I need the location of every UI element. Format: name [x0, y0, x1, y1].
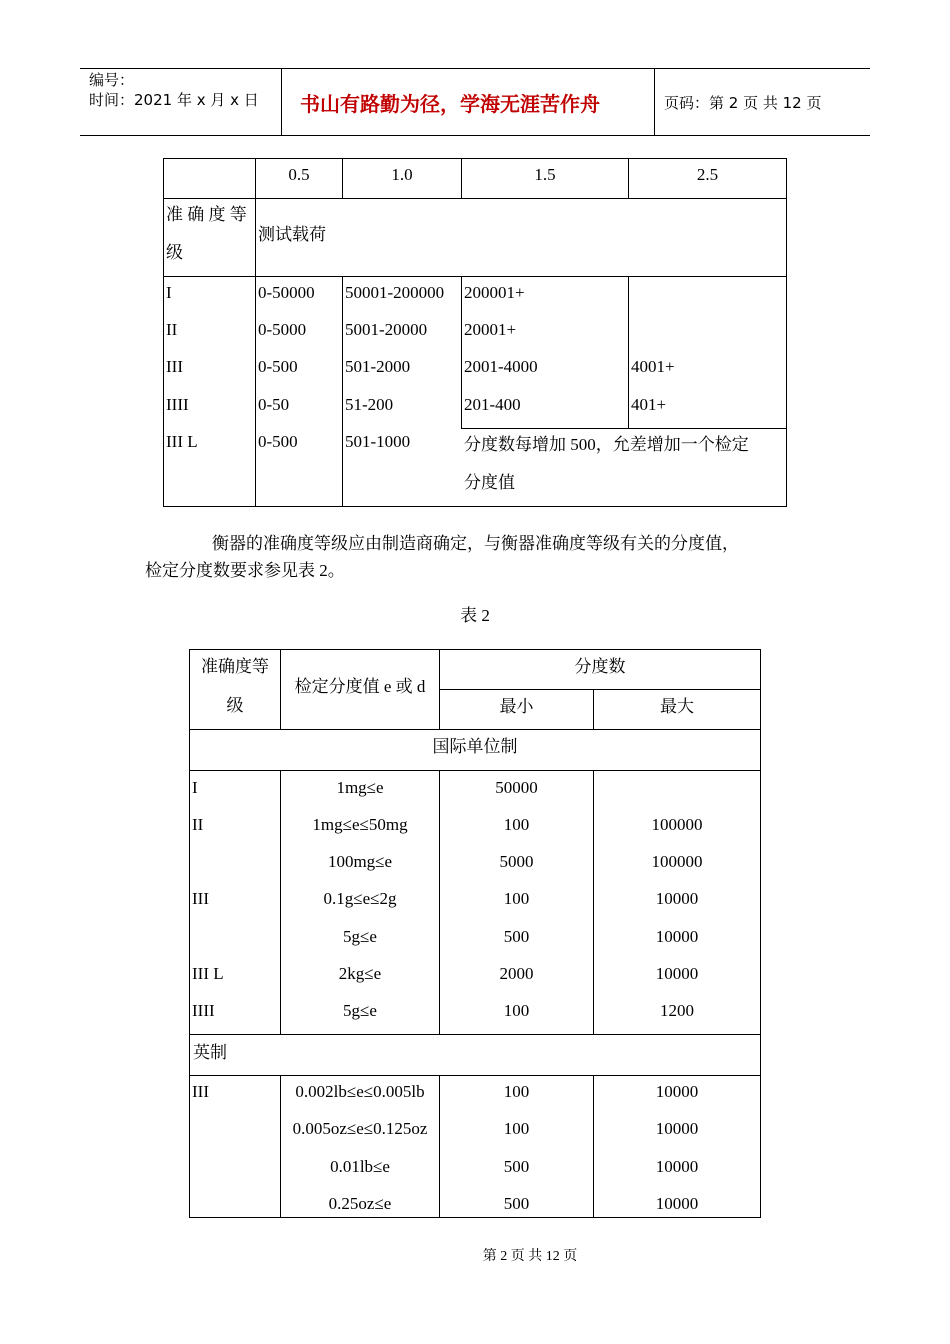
header-top-rule [80, 68, 870, 69]
t2-cell-min: 100 [503, 1082, 530, 1101]
t2-cell-max: 10000 [655, 1157, 699, 1176]
t1-cell: 5001-20000 [345, 320, 428, 339]
t1-rule [786, 158, 787, 507]
t1-header-cell: 1.0 [391, 165, 413, 184]
t2-cell-e: 0.005oz≤e≤0.125oz [292, 1119, 428, 1138]
t2-header-min: 最小 [499, 697, 534, 716]
t2-cell-e: 0.002lb≤e≤0.005lb [295, 1082, 425, 1101]
t1-rule [342, 276, 343, 507]
t2-cell-min: 2000 [499, 964, 534, 983]
t2-cell-min: 500 [503, 927, 530, 946]
t1-rule [255, 158, 256, 507]
t2-cell-min: 5000 [499, 852, 534, 871]
t2-cell-class: III L [192, 964, 224, 983]
t1-rule [163, 158, 787, 159]
t2-cell-e: 5g≤e [343, 1001, 377, 1020]
t2-rule [189, 770, 761, 771]
t1-cell: 20001+ [464, 320, 517, 339]
t2-rule [189, 1075, 761, 1076]
t2-header-max: 最大 [660, 697, 694, 716]
t1-accuracy-label-cont: 级 [166, 243, 183, 262]
t1-cell: 201-400 [464, 395, 521, 414]
t2-cell-max: 1200 [660, 1001, 694, 1020]
header-bottom-rule [80, 135, 870, 136]
t2-cell-e: 0.25oz≤e [328, 1194, 392, 1213]
t2-cell-max: 100000 [651, 815, 703, 834]
header-page-info: 页码：第 2 页 共 12 页 [664, 94, 822, 112]
header-divider-left [281, 68, 282, 136]
t1-test-load-label: 测试载荷 [258, 225, 326, 244]
t2-cell-class: II [192, 815, 204, 834]
header-motto: 书山有路勤为径，学海无涯苦作舟 [300, 92, 600, 116]
t2-imperial-label: 英制 [193, 1043, 227, 1062]
t2-cell-class: I [192, 778, 198, 797]
t2-cell-max: 10000 [655, 927, 699, 946]
t1-rule [163, 198, 787, 199]
t1-header-cell: 2.5 [696, 165, 719, 184]
t1-rule [163, 506, 787, 507]
t2-cell-max: 10000 [655, 1119, 699, 1138]
t2-rule [189, 649, 190, 1218]
t2-cell-e: 100mg≤e [327, 852, 393, 871]
t1-cell: 4001+ [631, 357, 675, 376]
t2-rule [189, 729, 761, 730]
t2-header-divisions: 分度数 [574, 657, 626, 676]
t1-cell: 50001-200000 [345, 283, 445, 302]
t2-cell-min: 100 [503, 815, 530, 834]
t1-class: III L [166, 432, 198, 451]
t1-cell: 0-5000 [258, 320, 307, 339]
t2-rule [439, 689, 761, 690]
t2-cell-e: 2kg≤e [338, 964, 382, 983]
t1-cell: 0-50000 [258, 283, 315, 302]
t2-cell-max: 100000 [651, 852, 703, 871]
t2-cell-class: IIII [192, 1001, 215, 1020]
t2-cell-min: 500 [503, 1157, 530, 1176]
t2-cell-class: III [192, 1082, 209, 1101]
t1-rule [461, 428, 787, 429]
header-time-label: 时间：2021 年 x 月 x 日 [89, 91, 259, 109]
t1-cell: 51-200 [345, 395, 394, 414]
t2-cell-max: 10000 [655, 889, 699, 908]
t1-cell: 401+ [631, 395, 667, 414]
t2-cell-e: 0.01lb≤e [330, 1157, 390, 1176]
t2-cell-e: 0.1g≤e≤2g [323, 889, 397, 908]
t1-accuracy-label: 准 确 度 等 [166, 205, 247, 224]
t2-cell-min: 50000 [495, 778, 538, 797]
t2-rule [189, 1217, 761, 1218]
t1-rule [163, 158, 164, 507]
header-number-label: 编号： [89, 71, 135, 89]
t2-rule [189, 649, 761, 650]
header-divider-right [654, 68, 655, 136]
t2-cell-e: 1mg≤e [336, 778, 384, 797]
t1-cell: 0-500 [258, 432, 298, 451]
paragraph-line-2: 检定分度数要求参见表 2。 [145, 561, 345, 580]
t1-header-cell: 0.5 [288, 165, 310, 184]
t2-header-accuracy-cont: 级 [226, 696, 244, 715]
t1-rule [628, 276, 629, 429]
t2-cell-class: III [192, 889, 209, 908]
t1-cell: 501-2000 [345, 357, 411, 376]
t2-cell-e: 1mg≤e≤50mg [312, 815, 408, 834]
t1-class: IIII [166, 395, 189, 414]
t2-cell-e: 5g≤e [343, 927, 377, 946]
t2-rule [760, 649, 761, 1218]
t1-cell: 0-500 [258, 357, 298, 376]
t2-cell-max: 10000 [655, 964, 699, 983]
t1-cell: 0-50 [258, 395, 290, 414]
t2-cell-min: 100 [503, 889, 530, 908]
t1-class: III [166, 357, 183, 376]
t1-class: II [166, 320, 178, 339]
t2-cell-max: 10000 [655, 1082, 699, 1101]
t1-cell: 2001-4000 [464, 357, 538, 376]
table-2-caption: 表 2 [460, 606, 490, 625]
t2-cell-min: 500 [503, 1194, 530, 1213]
page-footer: 第 2 页 共 12 页 [482, 1249, 578, 1264]
t2-header-verification: 检定分度值 e 或 d [294, 677, 426, 696]
t2-cell-max: 10000 [655, 1194, 699, 1213]
t2-header-accuracy: 准确度等 [201, 657, 269, 676]
t1-note: 分度数每增加 500，允差增加一个检定 [464, 435, 749, 454]
t1-rule [461, 276, 462, 429]
t1-rule [163, 276, 787, 277]
t2-cell-min: 100 [503, 1001, 530, 1020]
t1-note-cont: 分度值 [464, 473, 515, 492]
t2-cell-min: 100 [503, 1119, 530, 1138]
t2-rule [189, 1034, 761, 1035]
t1-cell: 501-1000 [345, 432, 411, 451]
t2-si-label: 国际单位制 [432, 737, 518, 756]
t1-class: I [166, 283, 172, 302]
t1-cell: 200001+ [464, 283, 525, 302]
paragraph-line-1: 衡器的准确度等级应由制造商确定，与衡器准确度等级有关的分度值， [212, 534, 739, 553]
t1-header-cell: 1.5 [534, 165, 556, 184]
